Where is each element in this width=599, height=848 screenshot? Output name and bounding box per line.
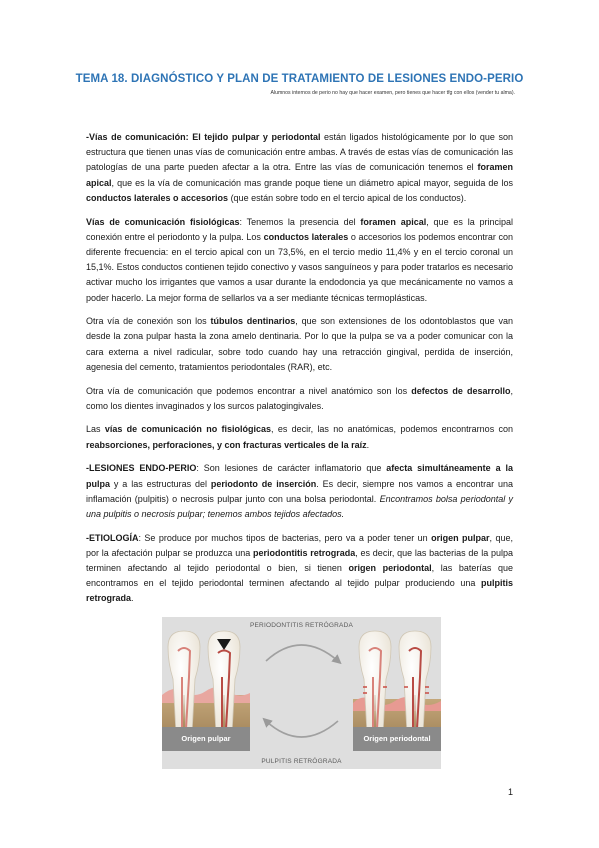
text-run: : Tenemos la presencia del bbox=[239, 216, 361, 227]
text-run: conductos laterales bbox=[263, 231, 349, 242]
paragraph-vias-comunicacion bbox=[86, 130, 513, 206]
document-body bbox=[86, 130, 513, 615]
text-run: periodonto de inserción bbox=[210, 478, 317, 489]
paragraph-vias-no-fisiologicas bbox=[86, 422, 513, 452]
text-run: Las bbox=[86, 424, 105, 435]
text-run: -Vías de comunicación: bbox=[86, 132, 193, 142]
text-run: -ETIOLOGÍA bbox=[86, 532, 139, 543]
bottom-arc-arrow bbox=[266, 721, 338, 737]
text-run: , como los dientes invaginados y los surcos palatogingivales. bbox=[86, 385, 514, 411]
text-run: -LESIONES ENDO-PERIO bbox=[86, 463, 197, 474]
paragraph-vias-fisiologicas bbox=[86, 215, 513, 306]
text-run: , las baterías que encontramos en el tejido periodontal terminen afectando al tejido pulpar produciendo una bbox=[86, 563, 513, 589]
paragraph-lesiones-endo-perio bbox=[86, 461, 513, 522]
text-run: Otra vía de comunicación que podemos encontrar a nivel anatómico son los bbox=[86, 385, 412, 396]
text-run: . bbox=[366, 439, 370, 450]
text-run: periodontitis retrograda bbox=[252, 547, 356, 558]
text-run: Encontramos bolsa periodontal y una pulpitis o necrosis pulpar; tenemos ambos tejidos afectados. bbox=[86, 493, 514, 519]
text-run: vías de comunicación no fisiológicas bbox=[104, 424, 272, 435]
text-run: (que están sobre todo en el tercio apical de los conductos). bbox=[228, 192, 467, 203]
text-run: : Se produce por muchos tipos de bacterias, pero va a poder tener un bbox=[138, 532, 432, 543]
text-run: afecta simultáneamente a la pulpa bbox=[86, 463, 513, 489]
paragraph-etiologia bbox=[86, 531, 513, 607]
text-run: . bbox=[131, 593, 134, 604]
text-run: pulpitis retrograda bbox=[86, 578, 513, 604]
text-run: : Son lesiones de carácter inflamatorio que bbox=[196, 463, 387, 474]
text-run: defectos de desarrollo bbox=[411, 385, 511, 396]
document-subtitle: Alumnos internos de perio no hay que hacer examen, pero tienes que hacer tfg con ellos (vender tu alma). bbox=[270, 90, 515, 96]
endo-perio-figure bbox=[162, 617, 441, 769]
document-title: TEMA 18. DIAGNÓSTICO Y PLAN DE TRATAMIENTO DE LESIONES ENDO-PERIO bbox=[75, 73, 524, 85]
origen-periodontal-caption: Origen periodontal bbox=[353, 727, 441, 751]
text-run: , es decir, que las bacterias de la pulpa terminen afectando al tejido periodontal o bien, si tienen bbox=[86, 547, 513, 574]
text-run: Vías de comunicación fisiológicas bbox=[86, 216, 240, 227]
paragraph-tubulos-dentinarios bbox=[86, 314, 513, 375]
page-number: 1 bbox=[508, 787, 514, 797]
text-run: reabsorciones, perforaciones, y con fracturas verticales de la raíz bbox=[86, 439, 367, 450]
paragraph-defectos-desarrollo bbox=[86, 384, 513, 414]
text-run: y a las estructuras del bbox=[110, 478, 211, 489]
top-arc-arrow bbox=[266, 645, 338, 661]
text-run: conductos laterales o accesorios bbox=[86, 192, 229, 203]
text-run: o accesorios los podemos encontrar con diferente frecuencia: en el tercio apical con un 73,5%, en el tercio medio 11,4% y en el tercio coronal un 15,1%. Estos conductos contienen tejido conectivo y vasos sanguíneos y para poder tratarlos es necesario activar mucho los irrigantes que vamos a usar durante la endodoncia ya que mecánicamente no vamos a poder hacerlo. La mejor forma de sellarlos va a ser mediante técnicas termoplásticas. bbox=[86, 231, 514, 303]
text-run: , que es la principal conexión entre el periodonto y la pulpa. Los bbox=[86, 216, 514, 242]
periodontitis-retrograda-label: PERIODONTITIS RETRÓGRADA bbox=[249, 622, 354, 629]
text-run: , que son extensiones de los odontoblastos que van desde la zona pulpar hasta la zona amelo dentinaria. Por lo que la pulpa se va a poder comunicar con la cara externa a nivel radicular, sobre todo cuando hay una retracción gingival, perdida de inserción, agenesia del cemento, tratamientos periodontales (RAR), etc. bbox=[86, 316, 513, 372]
text-run: foramen apical bbox=[86, 162, 513, 188]
text-run: origen periodontal bbox=[348, 563, 432, 574]
text-run: están ligados histológicamente por lo que son estructura que tienen unas vías de comunicación entre ambas. A través de estas vías de comunicación las patologías de una parte pueden afectar a la otra. Entre las vías de comunicación tenemos el bbox=[86, 132, 513, 173]
text-run: , es decir, las no anatómicas, podemos encontrarnos con bbox=[271, 424, 513, 435]
text-run: , que es la vía de comunicación mas grande poque tiene un diámetro apical mayor, seguida de los bbox=[111, 177, 513, 188]
text-run: origen pulpar bbox=[431, 532, 490, 543]
pulpitis-retrograda-label: PULPITIS RETRÓGRADA bbox=[261, 758, 342, 765]
text-run: , que, por la afectación pulpar se produzca una bbox=[86, 532, 513, 558]
text-run: . Es decir, siempre nos vamos a encontrar una inflamación (pulpitis) o necrosis pulpar junto con una bolsa periodontal. bbox=[86, 478, 513, 504]
text-run: túbulos dentinarios bbox=[210, 316, 296, 327]
text-run: foramen apical bbox=[360, 216, 427, 227]
origen-pulpar-caption: Origen pulpar bbox=[162, 727, 250, 751]
text-run: Otra vía de conexión son los bbox=[86, 316, 211, 327]
text-run: El tejido pulpar y periodontal bbox=[192, 132, 321, 142]
